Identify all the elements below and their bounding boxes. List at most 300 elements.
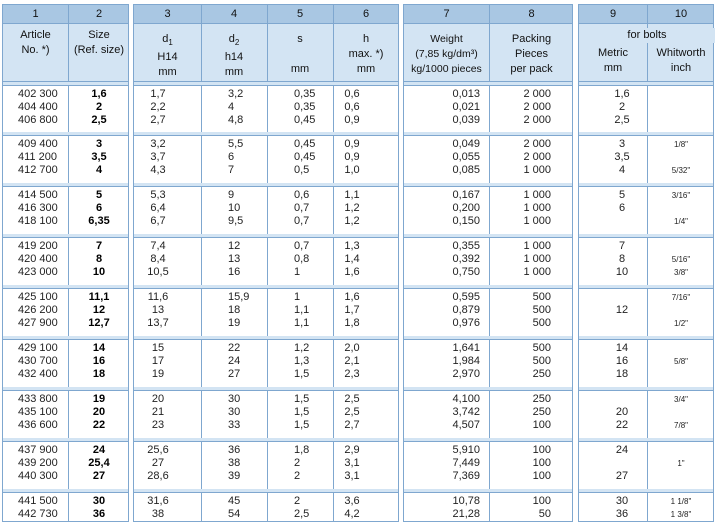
header-d1: $d_1$ H14 mm [157,33,178,79]
cell-art: 430 700 [18,355,58,367]
cell-p: 2 000 [523,138,551,150]
cell-w: 0,021 [452,101,480,113]
cell-d1: 23 [151,419,165,431]
cell-m: 30 [615,495,629,507]
cell-w: 10,78 [452,495,480,507]
cell-art: 419 200 [18,240,58,252]
cell-s: 1,5 [294,419,310,431]
cell-d1: 5,3 [150,189,166,201]
cell-p: 2 000 [523,114,551,126]
cell-d2: 6 [228,151,235,163]
cell-size: 6,35 [88,215,110,227]
cell-art: 409 400 [18,138,58,150]
cell-d2: 39 [228,470,241,482]
cell-s: 0,5 [294,164,310,176]
cell-art: 411 200 [18,151,57,163]
cell-h: 3,1 [344,470,360,482]
cell-p: 250 [532,406,551,418]
cell-w: 2,970 [452,368,480,380]
cell-m: 16 [615,355,629,367]
cell-size: 2,5 [91,114,107,126]
panel-weight-packing [403,4,573,522]
cell-h: 2,7 [344,419,360,431]
group-separator [134,441,398,442]
cell-size: 6 [95,202,103,214]
cell-size: 36 [92,508,106,520]
cell-size: 2 [95,101,103,113]
column-number-8: 8 [528,8,535,20]
column-number-2: 2 [95,8,103,20]
cell-size: 14 [92,342,106,354]
group-separator [579,441,713,442]
cell-w: 0,055 [452,151,480,163]
cell-art: 433 800 [18,393,58,405]
cell-p: 100 [532,419,551,431]
cell-size: 24 [92,444,106,456]
cell-w: 0,355 [452,240,480,252]
cell-m: 3 [618,138,626,150]
cell-d2: 36 [228,444,241,456]
cell-m: 8 [618,253,626,265]
cell-ww: 1 3/8" [670,510,692,519]
cell-s: 0,7 [294,202,310,214]
cell-art: 432 400 [18,368,58,380]
group-separator [579,288,713,289]
cell-w: 0,976 [452,317,480,329]
cell-ww: 1 1/8" [670,497,692,506]
cell-p: 250 [532,393,551,405]
cell-s: 1,5 [294,393,310,405]
header-h: h max. *) mm [348,33,384,75]
cell-w: 0,150 [452,215,480,227]
panel-bolts [578,4,714,522]
cell-s: 1,1 [294,317,310,329]
column-number-4: 4 [230,8,238,20]
cell-d1: 13,7 [147,317,169,329]
cell-size: 8 [95,253,103,265]
cell-size: 3,5 [91,151,107,163]
group-separator [404,288,572,289]
cell-art: 429 100 [18,342,58,354]
cell-h: 2,1 [344,355,360,367]
cell-m: 4 [618,164,626,176]
cell-d1: 2,7 [150,114,166,126]
column-number-10: 10 [674,8,688,20]
cell-d1: 1,7 [150,88,166,100]
cell-art: 435 100 [18,406,58,418]
group-separator [404,339,572,340]
column-number-6: 6 [362,8,370,20]
cell-p: 100 [532,495,551,507]
cell-m: 7 [618,240,626,252]
cell-w: 0,167 [452,189,480,201]
cell-size: 16 [92,355,106,367]
group-separator [134,85,398,86]
cell-p: 500 [532,342,551,354]
cell-ww: 7/16" [671,293,691,302]
cell-art: 442 730 [18,508,58,520]
group-separator [3,135,128,136]
cell-p: 1 000 [523,202,551,214]
group-separator [134,237,398,238]
cell-s: 1,5 [294,368,310,380]
cell-m: 27 [615,470,629,482]
cell-p: 2 000 [523,151,551,163]
cell-size: 3 [95,138,103,150]
cell-d2: 7 [228,164,235,176]
cell-h: 2,0 [344,342,360,354]
cell-art: 420 400 [18,253,58,265]
cell-art: 425 100 [18,291,58,303]
cell-ww: 1/2" [674,319,688,328]
cell-s: 0,8 [294,253,310,265]
cell-art: 404 400 [18,101,58,113]
cell-d1: 21 [151,406,165,418]
cell-s: 1,2 [294,342,310,354]
cell-p: 100 [532,470,551,482]
cell-s: 0,6 [294,189,310,201]
cell-p: 1 000 [523,240,551,252]
group-separator [3,390,128,391]
cell-w: 0,200 [452,202,480,214]
cell-h: 1,8 [344,317,360,329]
cell-w: 7,369 [452,470,480,482]
header-whitworth: Whitworth inch [656,47,706,74]
cell-s: 1,3 [294,355,310,367]
cell-p: 500 [532,304,551,316]
cell-w: 0,049 [452,138,480,150]
cell-size: 30 [92,495,106,507]
cell-h: 0,9 [344,138,360,150]
cell-d2: 30 [228,393,241,405]
column-number-1: 1 [32,8,39,20]
group-separator [134,339,398,340]
cell-d2: 9,5 [228,215,244,227]
cell-p: 500 [532,291,551,303]
group-separator [579,85,713,86]
cell-m: 10 [615,266,629,278]
cell-size: 4 [95,164,103,176]
group-separator [579,186,713,187]
cell-art: 406 800 [18,114,58,126]
cell-s: 2 [294,470,301,482]
cell-d1: 4,3 [150,164,166,176]
cell-m: 5 [618,189,626,201]
cell-p: 500 [532,317,551,329]
group-separator [404,237,572,238]
cell-h: 1,7 [344,304,360,316]
cell-h: 2,9 [344,444,360,456]
cell-ww: 1" [677,459,685,468]
cell-ww: 5/32" [671,166,691,175]
cell-d1: 27 [151,457,165,469]
cell-d2: 18 [228,304,241,316]
cell-d2: 5,5 [228,138,244,150]
cell-art: 441 500 [18,495,58,507]
cell-d2: 27 [228,368,241,380]
cell-m: 2 [618,101,626,113]
cell-s: 0,45 [294,114,316,126]
cell-p: 100 [532,444,551,456]
cell-art: 402 300 [18,88,58,100]
cell-d1: 15 [151,342,165,354]
cell-w: 0,039 [452,114,480,126]
cell-m: 2,5 [614,114,630,126]
column-number-5: 5 [296,8,304,20]
cell-art: 423 000 [18,266,58,278]
cell-d2: 24 [228,355,241,367]
column-number-9: 9 [609,8,617,20]
cell-d2: 4,8 [228,114,244,126]
cell-d1: 28,6 [147,470,169,482]
group-separator [134,288,398,289]
cell-d2: 30 [228,406,241,418]
cell-s: 0,35 [294,88,316,100]
cell-s: 1 [294,291,301,303]
cell-w: 0,085 [452,164,480,176]
cell-d1: 6,4 [150,202,166,214]
cell-s: 2 [294,457,301,469]
header-metric: Metric mm [598,47,628,74]
cell-p: 1 000 [523,164,551,176]
cell-art: 437 900 [18,444,58,456]
group-separator [3,186,128,187]
cell-p: 1 000 [523,189,551,201]
cell-p: 1 000 [523,253,551,265]
cell-p: 2 000 [523,101,551,113]
cell-h: 2,3 [344,368,360,380]
group-separator [404,186,572,187]
cell-d1: 11,6 [147,291,169,303]
cell-w: 0,879 [452,304,480,316]
cell-h: 1,0 [344,164,360,176]
group-separator [579,135,713,136]
cell-w: 1,984 [452,355,480,367]
cell-d2: 54 [228,508,241,520]
group-separator [404,135,572,136]
cell-p: 1 000 [523,266,551,278]
cell-m: 3,5 [614,151,630,163]
cell-p: 50 [538,508,551,520]
cell-d2: 33 [228,419,241,431]
cell-size: 12 [92,304,106,316]
cell-size: 12,7 [88,317,110,329]
cell-d1: 17 [151,355,165,367]
cell-m: 24 [615,444,629,456]
cell-w: 21,28 [452,508,480,520]
cell-d2: 12 [228,240,241,252]
cell-w: 7,449 [452,457,480,469]
cell-m: 1,6 [614,88,630,100]
header-article: Article No. *) [20,29,51,56]
cell-m: 18 [615,368,629,380]
cell-h: 3,1 [344,457,360,469]
cell-p: 100 [532,457,551,469]
cell-p: 250 [532,368,551,380]
cell-s: 0,7 [294,240,310,252]
group-separator [134,186,398,187]
cell-art: 416 300 [18,202,58,214]
header-d2: $d_2$ h14 mm [224,33,244,79]
cell-h: 1,3 [344,240,360,252]
cell-s: 1,5 [294,406,310,418]
cell-s: 0,45 [294,151,316,163]
cell-art: 412 700 [18,164,58,176]
cell-d2: 19 [228,317,241,329]
cell-h: 1,1 [344,189,360,201]
cell-h: 1,6 [344,266,360,278]
cell-art: 439 200 [18,457,58,469]
cell-w: 4,507 [452,419,480,431]
cell-w: 1,641 [452,342,480,354]
cell-d1: 19 [151,368,165,380]
group-separator [579,390,713,391]
cell-size: 10 [92,266,106,278]
cell-art: 418 100 [18,215,58,227]
cell-w: 4,100 [452,393,480,405]
cell-d2: 16 [228,266,241,278]
cell-h: 0,9 [344,151,360,163]
cell-h: 2,5 [344,393,360,405]
cell-s: 0,45 [294,138,316,150]
cell-w: 0,392 [452,253,480,265]
cell-w: 0,750 [452,266,480,278]
cell-ww: 7/8" [674,421,688,430]
group-separator [3,441,128,442]
cell-d1: 3,2 [150,138,166,150]
cell-h: 1,2 [344,215,360,227]
cell-h: 0,9 [344,114,360,126]
cell-h: 3,6 [344,495,360,507]
cell-h: 4,2 [344,508,360,520]
cell-d2: 10 [228,202,241,214]
cell-h: 1,4 [344,253,360,265]
cell-d1: 6,7 [150,215,166,227]
cell-size: 22 [92,419,106,431]
group-separator [3,339,128,340]
cell-art: 426 200 [18,304,58,316]
cell-p: 1 000 [523,215,551,227]
group-separator [134,390,398,391]
cell-h: 0,6 [344,101,360,113]
column-number-7: 7 [443,8,450,20]
cell-ww: 3/16" [671,191,691,200]
cell-d2: 38 [228,457,241,469]
cell-s: 1,8 [294,444,310,456]
group-separator [404,85,572,86]
cell-s: 0,35 [294,101,316,113]
cell-size: 27 [92,470,106,482]
cell-m: 20 [615,406,629,418]
cell-s: 2 [294,495,301,507]
cell-h: 1,2 [344,202,360,214]
cell-d2: 9 [228,189,235,201]
cell-w: 3,742 [452,406,480,418]
header-for-bolts: for bolts [579,28,715,43]
header-s: s mm [290,33,310,75]
header-size: Size (Ref. size) [73,29,125,56]
cell-d2: 15,9 [228,291,250,303]
group-separator [404,390,572,391]
cell-d1: 2,2 [150,101,166,113]
cell-h: 1,6 [344,291,360,303]
group-separator [579,237,713,238]
cell-d1: 38 [151,508,165,520]
cell-d2: 13 [228,253,241,265]
cell-p: 2 000 [523,88,551,100]
cell-size: 5 [95,189,103,201]
cell-art: 440 300 [18,470,58,482]
cell-ww: 1/8" [674,140,688,149]
cell-d2: 45 [228,495,241,507]
panel-article-size [2,4,129,522]
cell-m: 14 [615,342,629,354]
cell-p: 500 [532,355,551,367]
cell-s: 2,5 [294,508,310,520]
cell-d1: 13 [151,304,165,316]
cell-h: 0,6 [344,88,360,100]
cell-ww: 1/4" [674,217,688,226]
group-separator [404,441,572,442]
cell-s: 1 [294,266,301,278]
column-number-3: 3 [164,8,171,20]
cell-art: 414 500 [18,189,58,201]
group-separator [404,492,572,493]
cell-ww: 5/8" [674,357,688,366]
cell-d2: 4 [228,101,235,113]
cell-size: 1,6 [91,88,107,100]
group-separator [134,492,398,493]
cell-art: 427 900 [18,317,58,329]
cell-d1: 25,6 [147,444,169,456]
cell-w: 0,595 [452,291,480,303]
cell-d2: 22 [228,342,241,354]
cell-size: 25,4 [88,457,110,469]
cell-w: 5,910 [452,444,480,456]
cell-d1: 10,5 [147,266,169,278]
header-packing: Packing Pieces per pack [510,33,553,75]
cell-size: 11,1 [88,291,110,303]
cell-w: 0,013 [452,88,480,100]
cell-s: 0,7 [294,215,310,227]
cell-h: 2,5 [344,406,360,418]
cell-m: 6 [618,202,626,214]
cell-m: 12 [615,304,629,316]
cell-size: 19 [92,393,106,405]
cell-m: 22 [615,419,629,431]
cell-d1: 8,4 [150,253,166,265]
cell-art: 436 600 [18,419,58,431]
cell-size: 7 [95,240,103,252]
cell-ww: 3/8" [674,268,688,277]
group-separator [579,339,713,340]
cell-d2: 3,2 [228,88,244,100]
panel-dimensions [133,4,399,522]
cell-s: 1,1 [294,304,310,316]
cell-size: 18 [92,368,106,380]
group-separator [3,237,128,238]
cell-d1: 31,6 [147,495,169,507]
group-separator [3,85,128,86]
cell-d1: 3,7 [150,151,166,163]
group-separator [579,492,713,493]
cell-m: 36 [615,508,629,520]
cell-d1: 7,4 [150,240,166,252]
cell-d1: 20 [151,393,165,405]
cell-size: 20 [92,406,106,418]
cell-ww: 3/4" [674,395,688,404]
header-weight: Weight (7,85 kg/dm³) kg/1000 pieces [411,33,482,75]
